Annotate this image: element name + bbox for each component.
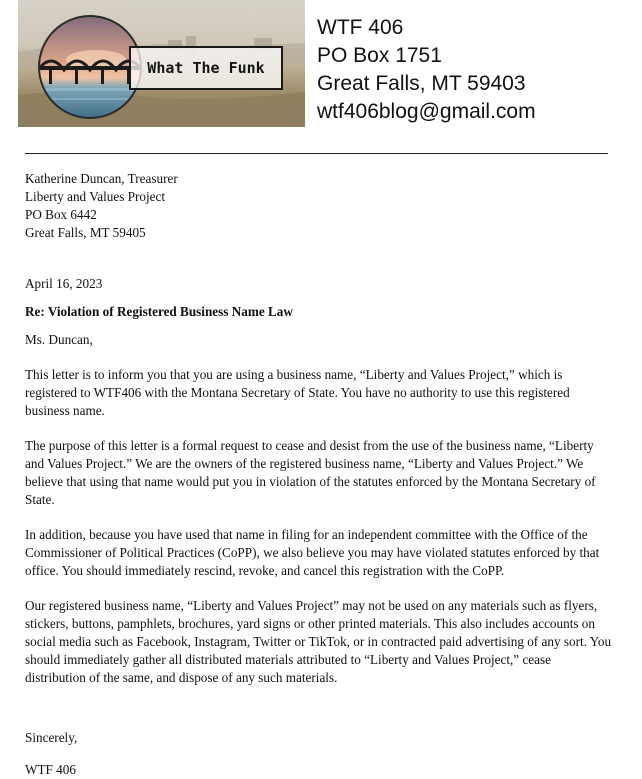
- letter-body: [25, 170, 615, 779]
- letter-paragraph: In addition, because you have used that name in filing for an independent committee with the Office of the Commissioner of Political Practices (CoPP), we also believe you may have violated statutes enforced by that office. You should immediately rescind, revoke, and cancel this registration with the CoPP.: [25, 527, 600, 578]
- letter-paragraph: The purpose of this letter is a formal request to cease and desist from the use of the business name, “Liberty and Values Project.” We are the owners of the registered business name, “Liberty and Values Project.” We believe that using that name would put you in violation of the statutes enforced by the Montana Secretary of State.: [25, 438, 596, 507]
- sender-name: WTF 406: [317, 16, 404, 39]
- letterhead-banner: [18, 0, 305, 127]
- recipient-line: Katherine Duncan, Treasurer: [25, 171, 178, 186]
- recipient-address: [25, 170, 615, 242]
- recipient-line: Great Falls, MT 59405: [25, 225, 146, 240]
- letter-subject: Re: Violation of Registered Business Name Law: [25, 304, 293, 319]
- brand-logo: [129, 46, 283, 90]
- brand-logo-text: What The Funk: [147, 59, 265, 77]
- recipient-line: Liberty and Values Project: [25, 189, 166, 204]
- letter-closing: Sincerely,: [25, 730, 78, 745]
- header-divider: [25, 153, 608, 154]
- letter-paragraph: Our registered business name, “Liberty and Values Project” may not be used on any materials such as flyers, stickers, buttons, pamphlets, brochures, yard signs or other printed materials. This also includes accounts on social media such as Facebook, Instagram, Twitter or TikTok, or in contracted paid advertising of any sort. You should immediately gather all distributed materials attributed to “Liberty and Values Project,” cease distribution of the same, and dispose of any such materials.: [25, 598, 612, 685]
- sender-email: wtf406blog@gmail.com: [317, 100, 536, 123]
- recipient-line: PO Box 6442: [25, 207, 97, 222]
- letter-signature: WTF 406: [25, 762, 76, 777]
- letter-date: April 16, 2023: [25, 276, 103, 291]
- sender-po-box: PO Box 1751: [317, 44, 442, 67]
- letter-salutation: Ms. Duncan,: [25, 332, 93, 347]
- letter-paragraph: This letter is to inform you that you are using a business name, “Liberty and Values Project,” which is registered to WTF406 with the Montana Secretary of State. You have no authority to use this registered business name.: [25, 367, 570, 418]
- sender-city-state-zip: Great Falls, MT 59403: [317, 72, 526, 95]
- sender-contact-block: [317, 14, 536, 126]
